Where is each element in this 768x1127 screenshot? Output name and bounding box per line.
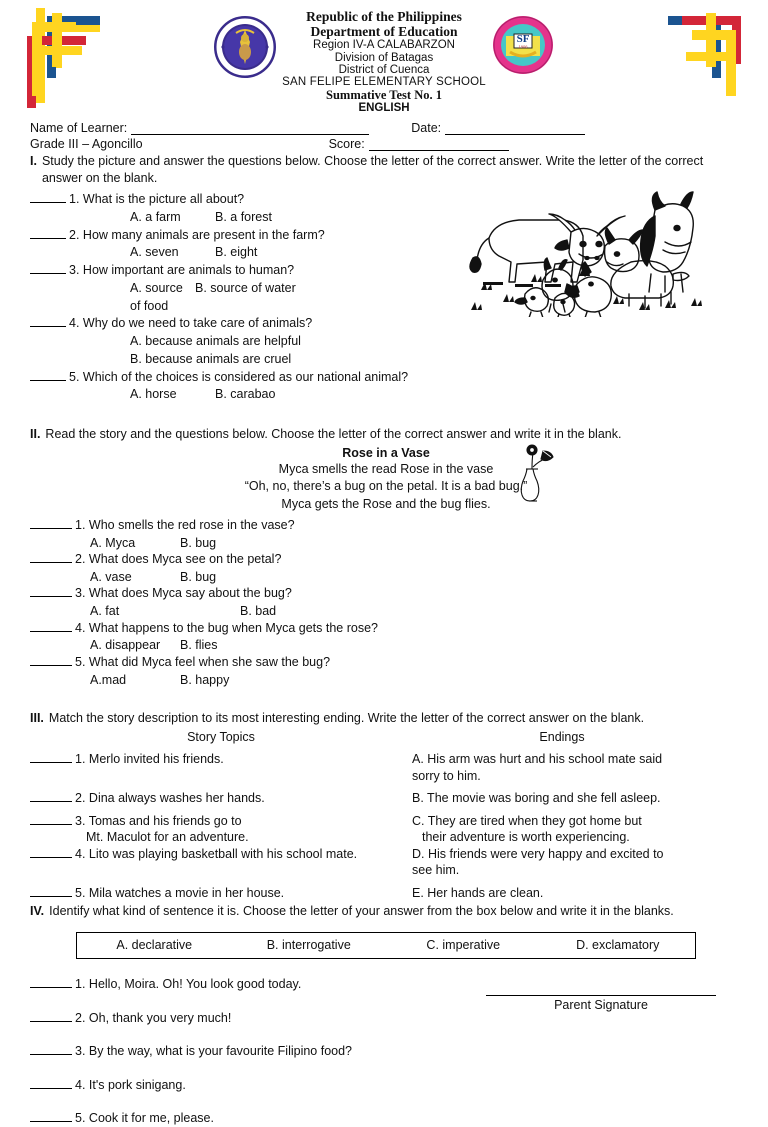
- ending-text: E. Her hands are clean.: [412, 885, 544, 900]
- match-ending: [412, 846, 724, 879]
- question-line: [30, 315, 480, 333]
- answer-blank[interactable]: [30, 228, 66, 239]
- topic-text: Merlo invited his friends.: [88, 752, 224, 766]
- match-topic: [30, 751, 412, 768]
- choice-b[interactable]: B. source of water: [195, 280, 296, 295]
- question-line: [30, 620, 742, 638]
- header-district: District of Cuenca: [338, 63, 430, 76]
- match-ending: [412, 751, 724, 784]
- part-1-numeral: I.: [30, 154, 37, 168]
- ending-text-line2: sorry to him.: [412, 768, 481, 783]
- answer-blank[interactable]: [30, 814, 72, 825]
- item-text: By the way, what is your favourite Filipino food?: [88, 1044, 353, 1058]
- question-number: 1.: [69, 192, 80, 206]
- option-interrogative[interactable]: B. interrogative: [266, 937, 351, 952]
- option-declarative[interactable]: A. declarative: [116, 937, 193, 952]
- match-topic: [30, 846, 412, 863]
- part-1-item: [30, 191, 480, 227]
- item-number: 4.: [75, 846, 86, 861]
- answer-blank[interactable]: [30, 1044, 72, 1055]
- choice-a[interactable]: A. fat: [90, 604, 120, 618]
- item-number: 2.: [75, 791, 86, 805]
- choice-a[interactable]: A. because animals are helpful: [130, 334, 301, 348]
- sentence-type-option-box: [76, 932, 696, 960]
- grade-label: Grade III – Agoncillo: [30, 137, 143, 151]
- part-1-item: [30, 262, 480, 315]
- part-4-item: [30, 976, 742, 993]
- part-2-heading: [30, 426, 742, 443]
- choices-row: [30, 672, 742, 689]
- part-3-instruction: Match the story description to its most interesting ending. Write the letter of the correct answer on the blank.: [48, 711, 645, 725]
- part-1-instruction: Study the picture and answer the questions below. Choose the letter of the correct answer. Write the letter of the correct answer on the blank.: [41, 154, 704, 185]
- date-input[interactable]: [445, 122, 585, 135]
- choice-a[interactable]: A. source of food: [130, 280, 183, 313]
- part-1-item: [30, 227, 480, 263]
- item-number: 1.: [75, 977, 86, 991]
- answer-blank[interactable]: [30, 752, 72, 763]
- choices-row: [30, 637, 742, 654]
- choice-a[interactable]: A. seven: [130, 245, 179, 260]
- part-4-item: [30, 1110, 742, 1127]
- ending-text-line2: their adventure is worth experiencing.: [422, 830, 630, 844]
- part-4-numeral: IV.: [30, 904, 45, 918]
- part-4-item: [30, 1043, 742, 1060]
- match-topic: [30, 790, 412, 807]
- question-text: Which of the choices is considered as our national animal?: [82, 369, 409, 384]
- item-number: 2.: [75, 1010, 86, 1025]
- part-1-questions: [30, 191, 480, 404]
- topic-text: Tomas and his friends go to: [88, 813, 242, 828]
- parent-signature-label: Parent Signature: [486, 995, 716, 1012]
- item-number: 1.: [75, 752, 86, 766]
- match-ending: [412, 813, 724, 846]
- item-text: Cook it for me, please.: [88, 1111, 214, 1125]
- item-number: 3.: [75, 1044, 86, 1058]
- choice-b[interactable]: B. bug: [180, 535, 217, 550]
- header-school-name: SAN FELIPE ELEMENTARY SCHOOL: [282, 76, 486, 89]
- story-line-3: Myca gets the Rose and the bug flies.: [281, 496, 491, 511]
- farm-animals-illustration: [458, 185, 716, 316]
- choice-b[interactable]: B. carabao: [215, 387, 276, 402]
- question-text: What happens to the bug when Myca gets the rose?: [88, 620, 378, 635]
- part-4-heading: [30, 903, 742, 920]
- answer-blank[interactable]: [30, 263, 66, 274]
- answer-blank[interactable]: [30, 886, 72, 897]
- choices-row: [30, 603, 742, 620]
- question-number: 4.: [69, 316, 80, 331]
- answer-blank[interactable]: [30, 552, 72, 563]
- question-text: What is the picture all about?: [82, 192, 245, 206]
- choice-a[interactable]: A. disappear: [90, 638, 161, 653]
- match-ending: [412, 790, 724, 807]
- question-line: [30, 585, 742, 603]
- question-line: [30, 654, 742, 672]
- choice-b[interactable]: B. happy: [180, 672, 230, 687]
- endings-header: Endings: [539, 729, 585, 744]
- answer-blank[interactable]: [30, 316, 66, 327]
- svg-text:SF: SF: [516, 33, 530, 45]
- choices-row: [30, 209, 480, 227]
- svg-text:1906: 1906: [518, 44, 528, 49]
- question-line: [30, 369, 480, 387]
- rose-in-vase-illustration: [510, 443, 556, 505]
- story-topics-header: Story Topics: [187, 729, 255, 744]
- choice-a[interactable]: A. Myca: [90, 535, 136, 550]
- san-felipe-elementary-school-seal-logo: [492, 14, 554, 76]
- answer-blank[interactable]: [30, 791, 72, 802]
- choices-row: [30, 386, 480, 404]
- question-line: [30, 191, 480, 209]
- question-number: 3.: [75, 586, 86, 601]
- question-number: 3.: [69, 263, 80, 277]
- part-4-section: [0, 903, 768, 1127]
- part-4-instruction: Identify what kind of sentence it is. Choose the letter of your answer from the box below and write it in the blanks.: [49, 904, 674, 918]
- date-label: Date:: [411, 121, 442, 135]
- match-row: [30, 813, 742, 846]
- topic-text-line2: Mt. Maculot for an adventure.: [86, 830, 249, 844]
- score-label: Score:: [328, 137, 365, 151]
- question-text: How important are animals to human?: [82, 263, 295, 277]
- story-title: Rose in a Vase: [342, 445, 430, 460]
- question-line: [30, 227, 480, 245]
- ending-text: A. His arm was hurt and his school mate said: [412, 752, 663, 766]
- header-republic: Republic of the Philippines: [306, 9, 462, 24]
- name-label: Name of Learner:: [30, 121, 128, 135]
- question-text: Who smells the red rose in the vase?: [88, 517, 295, 532]
- match-row: [30, 885, 742, 902]
- header-department: Department of Education: [310, 23, 458, 39]
- item-number: 5.: [75, 885, 86, 900]
- choice-b[interactable]: B. because animals are cruel: [130, 351, 292, 366]
- question-number: 5.: [75, 654, 86, 669]
- part-1-item: [30, 369, 480, 405]
- item-text: Oh, thank you very much!: [88, 1010, 232, 1025]
- grade-spacer: [147, 138, 287, 151]
- learner-identity-block: [0, 118, 768, 151]
- answer-blank[interactable]: [30, 847, 72, 858]
- match-row: [30, 846, 742, 879]
- choice-b[interactable]: B. eight: [215, 245, 258, 260]
- part-1-item: [30, 315, 480, 368]
- answer-blank[interactable]: [30, 655, 72, 666]
- choice-b[interactable]: B. bug: [180, 569, 217, 584]
- ending-text-line2: see him.: [412, 863, 460, 877]
- part-2-item: [30, 517, 742, 551]
- part-2-questions: [30, 517, 742, 688]
- deped-seal-logo: [214, 16, 276, 78]
- answer-blank[interactable]: [30, 518, 72, 529]
- answer-blank[interactable]: [30, 370, 66, 381]
- ending-text: B. The movie was boring and she fell asleep.: [412, 791, 661, 805]
- topic-text: Lito was playing basketball with his school mate.: [88, 846, 358, 861]
- option-imperative[interactable]: C. imperative: [426, 937, 501, 952]
- match-topic: [30, 813, 412, 846]
- header-test-title: Summative Test No. 1: [326, 87, 442, 102]
- choice-b[interactable]: B. a forest: [215, 209, 272, 224]
- question-line: [30, 551, 742, 569]
- part-3-numeral: III.: [30, 711, 44, 725]
- ending-text: D. His friends were very happy and excited to: [412, 846, 664, 861]
- grade-score-row: [30, 137, 740, 151]
- answer-blank[interactable]: [30, 1078, 72, 1089]
- part-2-section: [0, 426, 768, 688]
- header-region: Region IV-A CALABARZON: [313, 39, 455, 52]
- question-line: [30, 517, 742, 535]
- story-line-1: Myca smells the read Rose in the vase: [278, 462, 494, 476]
- item-number: 5.: [75, 1111, 86, 1125]
- match-topic: [30, 885, 412, 902]
- topic-text: Mila watches a movie in her house.: [88, 885, 285, 900]
- part-3-section: [0, 710, 768, 901]
- part-1-section: [0, 153, 768, 404]
- choices-row: [30, 244, 480, 262]
- match-row: [30, 790, 742, 807]
- choice-a[interactable]: A. horse: [130, 387, 177, 402]
- ending-text: C. They are tired when they got home but: [412, 813, 642, 828]
- part-1-heading: [30, 153, 742, 186]
- question-text: Why do we need to take care of animals?: [82, 316, 313, 331]
- header-division: Division of Batagas: [334, 51, 434, 64]
- question-text: What does Myca say about the bug?: [88, 586, 292, 601]
- answer-blank[interactable]: [30, 1111, 72, 1122]
- part-2-item: [30, 585, 742, 619]
- question-text: How many animals are present in the farm?: [82, 227, 325, 242]
- document-header: [0, 0, 768, 118]
- answer-blank[interactable]: [30, 586, 72, 597]
- question-line: [30, 262, 480, 280]
- choices-row: [30, 280, 480, 316]
- topic-text: Dina always washes her hands.: [88, 791, 265, 805]
- question-text: What did Myca feel when she saw the bug?: [88, 654, 331, 669]
- item-number: 3.: [75, 813, 86, 828]
- choices-row: [30, 535, 742, 552]
- part-2-item: [30, 620, 742, 654]
- answer-blank[interactable]: [30, 1011, 72, 1022]
- part-2-item: [30, 654, 742, 688]
- score-input[interactable]: [369, 138, 509, 151]
- question-number: 1.: [75, 517, 86, 532]
- choices-row: [30, 569, 742, 586]
- question-number: 4.: [75, 620, 86, 635]
- story-block: [30, 445, 742, 513]
- parent-signature-block: [486, 995, 716, 1012]
- name-date-row: [30, 121, 740, 135]
- part-2-item: [30, 551, 742, 585]
- choice-a[interactable]: A. a farm: [130, 209, 181, 224]
- item-text: Hello, Moira. Oh! You look good today.: [88, 977, 302, 991]
- header-subject: ENGLISH: [358, 102, 410, 115]
- part-3-heading: [30, 710, 742, 727]
- question-number: 2.: [75, 552, 86, 566]
- part-2-numeral: II.: [30, 427, 41, 441]
- match-ending: [412, 885, 724, 902]
- question-number: 2.: [69, 227, 80, 242]
- name-input[interactable]: [131, 122, 369, 135]
- choice-a[interactable]: A. vase: [90, 569, 132, 584]
- answer-blank[interactable]: [30, 977, 72, 988]
- question-text: What does Myca see on the petal?: [88, 552, 282, 566]
- item-number: 4.: [75, 1077, 86, 1092]
- answer-blank[interactable]: [30, 621, 72, 632]
- match-column-headers: [30, 729, 742, 746]
- choice-b[interactable]: B. flies: [180, 638, 218, 653]
- part-2-instruction: Read the story and the questions below. Choose the letter of the correct answer and write it in the blank.: [45, 427, 622, 441]
- item-text: It's pork sinigang.: [88, 1077, 186, 1092]
- match-row: [30, 751, 742, 784]
- choice-b[interactable]: B. bad: [240, 604, 277, 618]
- story-line-2: “Oh, no, there’s a bug on the petal. It is a bad bug.”: [244, 479, 528, 494]
- question-number: 5.: [69, 369, 80, 384]
- part-4-item: [30, 1077, 742, 1094]
- answer-blank[interactable]: [30, 192, 66, 203]
- part-1-body: [30, 191, 742, 404]
- choice-a[interactable]: A.mad: [90, 672, 127, 687]
- option-exclamatory[interactable]: D. exclamatory: [576, 937, 660, 952]
